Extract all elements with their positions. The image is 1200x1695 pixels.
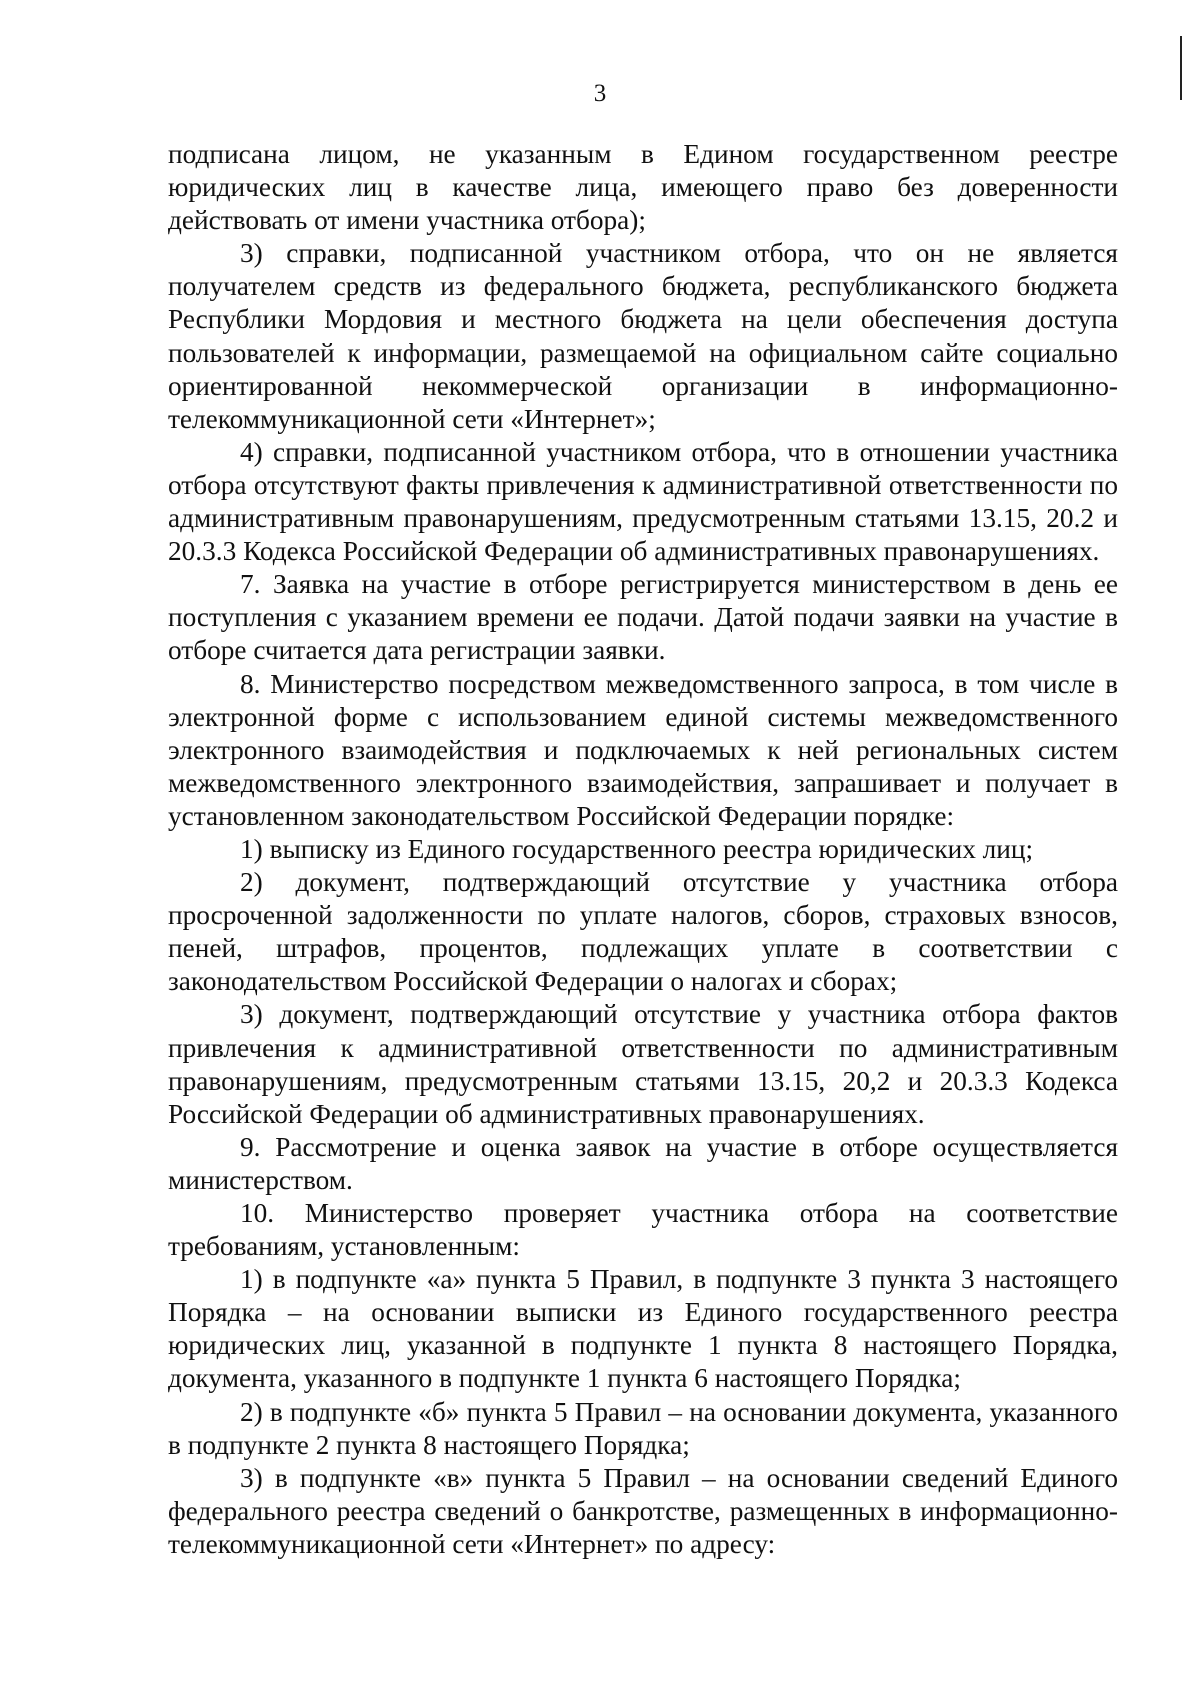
paragraph-clause-10-item-1: 1) в подпункте «а» пункта 5 Правил, в подпункте 3 пункта 3 настоящего Порядка – на основании выписки из Единого государственного реестра юридических лиц, указанной в подпункте 1 пункта 8 настоящего Порядка, документа, указанного в подпункте 1 пункта 6 настоящего Порядка;: [168, 1264, 1118, 1394]
paragraph-item-3-certificate: 3) справки, подписанной участником отбора, что он не является получателем средств из федерального бюджета, республиканского бюджета Республики Мордовия и местного бюджета на цели обеспечения доступа пользователей к информации, размещаемой на официальном сайте социально ориентированной некоммерческой организации в информационно-телекоммуникационной сети «Интернет»;: [168, 238, 1118, 434]
paragraph-item-4-certificate: 4) справки, подписанной участником отбора, что в отношении участника отбора отсутствуют факты привлечения к административной ответственности по административным правонарушениям, предусмотренным статьями 13.15, 20.2 и 20.3.3 Кодекса Российской Федерации об административных правонарушениях.: [168, 436, 1118, 567]
paragraph-clause-10-item-3: 3) в подпункте «в» пункта 5 Правил – на основании сведений Единого федерального реестра сведений о банкротстве, размещенных в информационно-телекоммуникационной сети «Интернет» по адресу:: [168, 1462, 1118, 1559]
paragraph-continuation: подписана лицом, не указанным в Едином государственном реестре юридических лиц в качестве лица, имеющего право без доверенности действовать от имени участника отбора);: [168, 139, 1118, 236]
paragraph-clause-8: 8. Министерство посредством межведомственного запроса, в том числе в электронной форме с использованием единой системы межведомственного электронного взаимодействия и подключаемых к ней региональных систем межведомственного электронного взаимодействия, запрашивает и получает в установленном законодательством Российской Федерации порядке:: [168, 668, 1118, 831]
paragraph-clause-9: 9. Рассмотрение и оценка заявок на участие в отборе осуществляется министерством.: [168, 1131, 1118, 1195]
page-number: 3: [593, 80, 607, 107]
paragraph-clause-10-item-2: 2) в подпункте «б» пункта 5 Правил – на основании документа, указанного в подпункте 2 пункта 8 настоящего Порядка;: [168, 1396, 1118, 1460]
paragraph-clause-8-item-3: 3) документ, подтверждающий отсутствие у участника отбора фактов привлечения к административной ответственности по административным правонарушениям, предусмотренным статьями 13.15, 20,2 и 20.3.3 Кодекса Российской Федерации об административных правонарушениях.: [168, 999, 1118, 1129]
paragraph-clause-8-item-1: 1) выписку из Единого государственного реестра юридических лиц;: [240, 833, 1034, 864]
paragraph-clause-10: 10. Министерство проверяет участника отбора на соответствие требованиям, установленным:: [168, 1198, 1118, 1262]
document-body: [168, 138, 1118, 1561]
paragraph-clause-8-item-2: 2) документ, подтверждающий отсутствие у участника отбора просроченной задолженности по уплате налогов, сборов, страховых взносов, пеней, штрафов, процентов, подлежащих уплате в соответствии с законодательством Российской Федерации о налогах и сборах;: [168, 867, 1118, 997]
paragraph-clause-7: 7. Заявка на участие в отборе регистрируется министерством в день ее поступления с указанием времени ее подачи. Датой подачи заявки на участие в отборе считается дата регистрации заявки.: [168, 569, 1118, 666]
